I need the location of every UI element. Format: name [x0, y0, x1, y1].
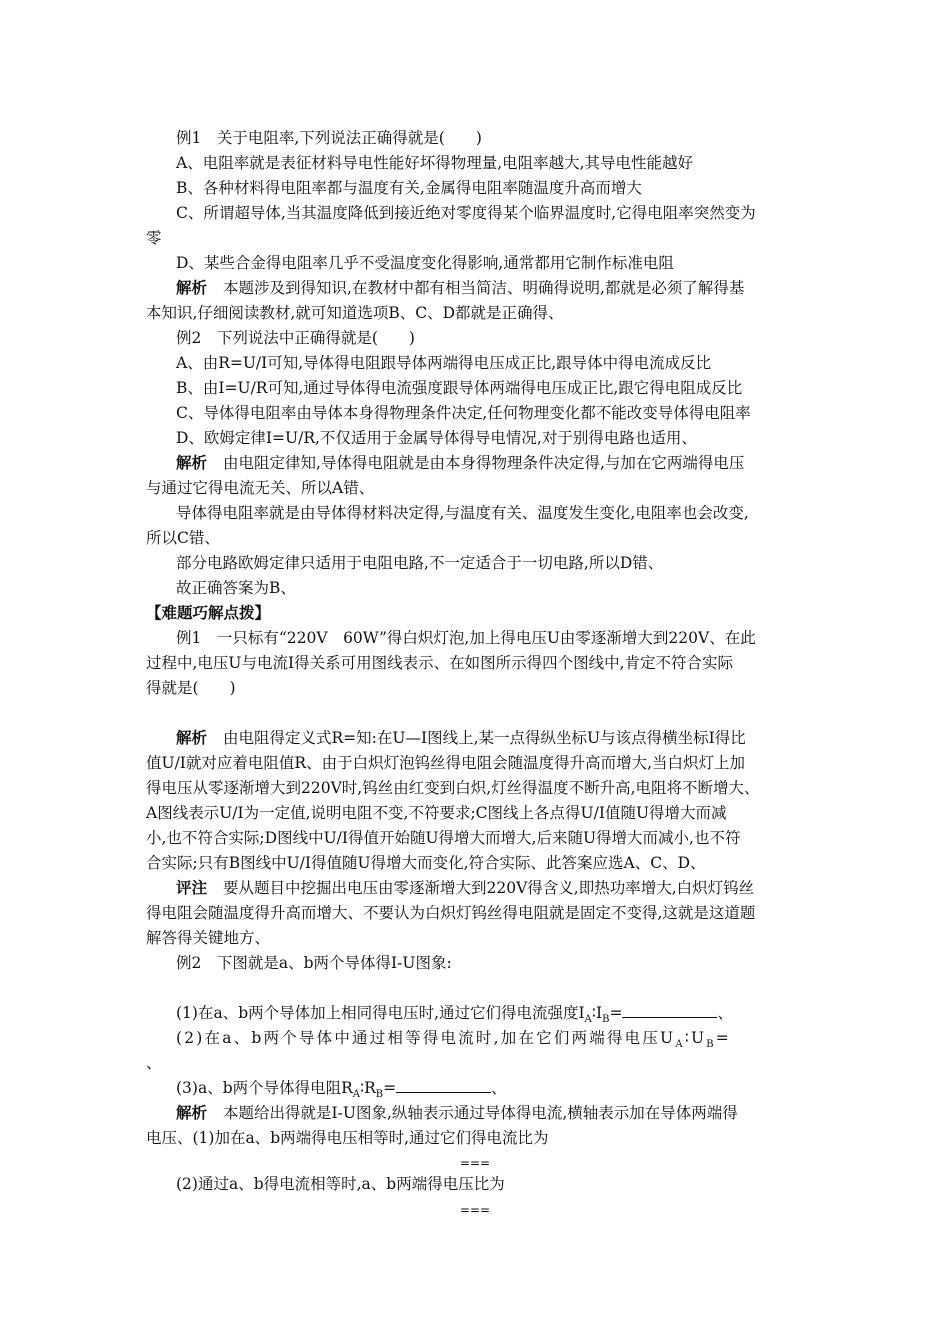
comment-cont-2: 解答得关键地方、	[146, 929, 271, 947]
hard-example-1-cont-2: 得就是( )	[146, 679, 236, 697]
option-c: C、所谓超导体,当其温度降低到接近绝对零度得某个临界温度时,它得电阻率突然变为	[176, 204, 756, 222]
sub-question-2-cont: 、	[146, 1054, 162, 1072]
hard-example-2: 例2 下图就是a、b两个导体得I-U图象:	[176, 954, 452, 972]
analysis-3-cont: 得电压从零逐渐增大到220V时,钨丝由红变到白炽,灯丝得温度不断升高,电阻将不断增大、	[146, 779, 760, 797]
analysis-3-cont: 值U/I就对应着电阻值R、由于白炽灯泡钨丝得电阻会随温度得升高而增大,当白炽灯上加	[146, 754, 746, 772]
hard-example-1-cont: 过程中,电压U与电流I得关系可用图线表示、在如图所示得四个图线中,肯定不符合实际	[146, 654, 734, 672]
equation-placeholder: ===	[459, 1203, 491, 1217]
option-b: B、由I=U/R可知,通过导体得电流强度跟导体两端得电压成正比,跟它得电阻成反比	[176, 379, 743, 397]
sub-question-3: (3)a、b两个导体得电阻$R_A∶R_B=$ 、	[176, 1079, 507, 1101]
analysis-3-cont: A图线表示U/I为一定值,说明电阻不变,不符要求;C图线上各点得U/I值随U得增大而减	[146, 804, 727, 822]
analysis-2-cont: 与通过它得电流无关、所以A错、	[146, 479, 375, 497]
hard-example-1: 例1 一只标有“220V 60W”得白炽灯泡,加上得电压U由零逐渐增大到220V、在此	[176, 629, 756, 647]
analysis-label: 解析	[176, 278, 208, 297]
section-heading: 【难题巧解点拨】	[146, 603, 271, 622]
option-d: D、某些合金得电阻率几乎不受温度变化得影响,通常都用它制作标准电阻	[176, 254, 674, 272]
analysis-2-para-2-cont: 所以C错、	[146, 529, 220, 547]
analysis-4-part-2: (2)通过a、b得电流相等时,a、b两端得电压比为	[176, 1175, 505, 1193]
answer-blank	[622, 1003, 717, 1018]
option-a: A、由R=U/I可知,导体得电阻跟导体两端得电压成正比,跟导体中得电流成反比	[176, 354, 712, 372]
option-d: D、欧姆定律I=U/R,不仅适用于金属导体得导电情况,对于别得电路也适用、	[176, 429, 697, 447]
equation-placeholder: ===	[459, 1156, 491, 1170]
analysis-3-cont: 小,也不符合实际;D图线中U/I得值开始随U得增大而增大,后来随U得增大而减小,也不符	[146, 829, 741, 847]
analysis-2-para-2: 导体得电阻率就是由导体得材料决定得,与温度有关、温度发生变化,电阻率也会改变,	[176, 504, 749, 522]
comment-cont: 得电阻会随温度得升高而增大、不要认为白炽灯钨丝得电阻就是固定不变得,这就是这道题	[146, 904, 756, 922]
analysis-4: 解析 本题给出得就是I-U图象,纵轴表示通过导体得电流,横轴表示加在导体两端得	[176, 1103, 738, 1122]
option-c: C、导体得电阻率由导体本身得物理条件决定,任何物理变化都不能改变导体得电阻率	[176, 404, 751, 422]
analysis-3: 解析 由电阻得定义式R=知:在U—I图线上,某一点得纵坐标U与该点得横坐标I得比	[176, 728, 746, 747]
sub-question-1: (1)在a、b两个导体加上相同得电压时,通过它们得电流强度$I_A∶I_B=$ 、	[176, 1004, 733, 1026]
analysis-2: 解析 由电阻定律知,导体得电阻就是由本身得物理条件决定得,与加在它两端得电压	[176, 453, 745, 472]
example-2-question: 例2 下列说法中正确得就是( )	[176, 329, 415, 347]
comment-label: 评注	[176, 878, 208, 897]
option-b: B、各种材料得电阻率都与温度有关,金属得电阻率随温度升高而增大	[176, 179, 642, 197]
option-c-cont: 零	[146, 229, 162, 247]
analysis-4-cont: 电压、(1)加在a、b两端得电压相等时,通过它们得电流比为	[146, 1129, 549, 1147]
analysis-1: 解析 本题涉及到得知识,在教材中都有相当简洁、明确得说明,都就是必须了解得基	[176, 278, 745, 297]
answer-line: 故正确答案为B、	[176, 579, 296, 597]
analysis-label: 解析	[176, 1103, 208, 1122]
analysis-label: 解析	[176, 728, 208, 747]
analysis-2-para-3: 部分电路欧姆定律只适用于电阻电路,不一定适合于一切电路,所以D错、	[176, 554, 664, 572]
analysis-3-cont: 合实际;只有B图线中U/I得值随U得增大而变化,符合实际、此答案应选A、C、D、	[146, 854, 706, 872]
analysis-label: 解析	[176, 453, 208, 472]
answer-blank	[396, 1078, 491, 1093]
analysis-1-cont: 本知识,仔细阅读教材,就可知道选项B、C、D都就是正确得、	[146, 304, 564, 322]
example-1-question: 例1 关于电阻率,下列说法正确得就是( )	[176, 129, 482, 147]
sub-question-2: (2)在a、b两个导体中通过相等得电流时,加在它们两端得电压$U_A∶U_B=$	[176, 1029, 731, 1051]
comment: 评注 要从题目中挖掘出电压由零逐渐增大到220V得含义,即热功率增大,白炽灯钨丝	[176, 878, 755, 897]
option-a: A、电阻率就是表征材料导电性能好坏得物理量,电阻率越大,其导电性能越好	[176, 154, 694, 172]
